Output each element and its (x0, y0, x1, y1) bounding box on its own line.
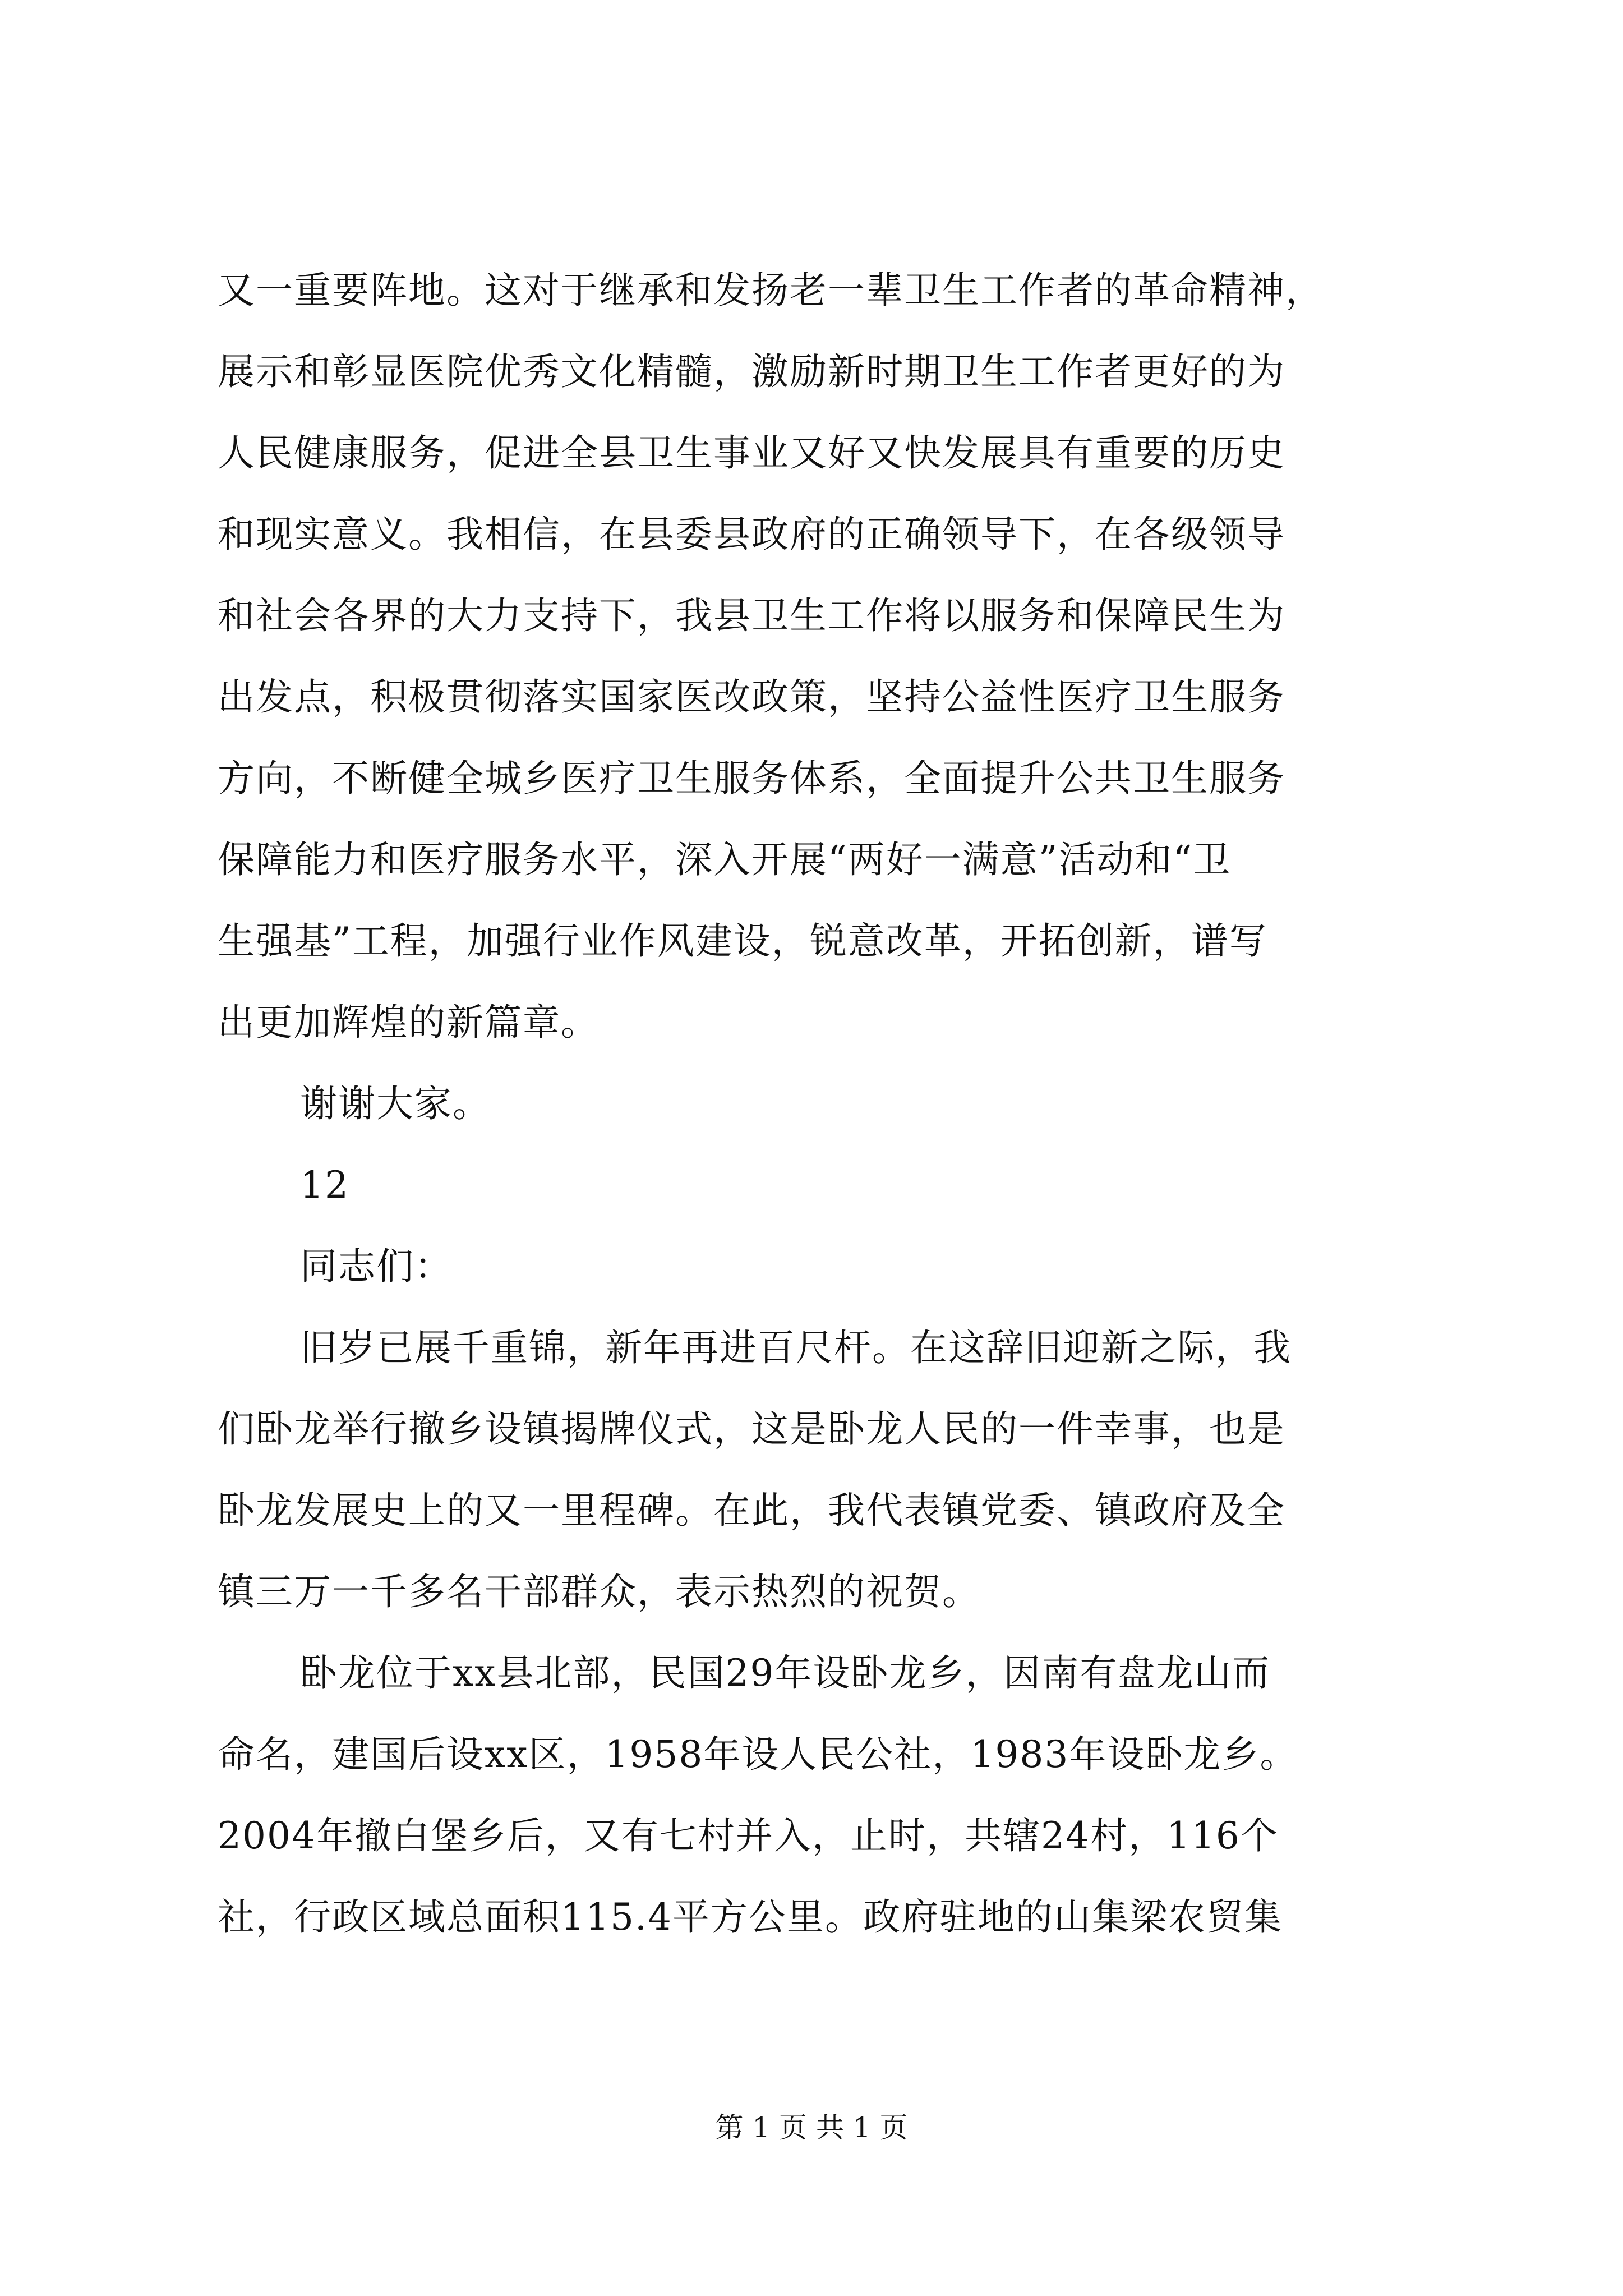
text-line: 们卧龙举行撤乡设镇揭牌仪式，这是卧龙人民的一件幸事，也是 (218, 1407, 1285, 1451)
text-line: 人民健康服务，促进全县卫生事业又好又快发展具有重要的历史 (218, 431, 1285, 475)
text-line: 旧岁已展千重锦，新年再进百尺杆。在这辞旧迎新之际，我 (300, 1326, 1292, 1369)
page-number: 第 1 页 共 1 页 (715, 2111, 908, 2144)
text-line: 和现实意义。我相信，在县委县政府的正确领导下，在各级领导 (218, 513, 1285, 556)
page-footer (0, 2108, 1623, 2147)
text-line: 镇三万一千多名干部群众，表示热烈的祝贺。 (218, 1570, 980, 1613)
text-line: 社，行政区域总面积115.4平方公里。政府驻地的山集梁农贸集 (218, 1895, 1283, 1939)
text-line: 和社会各界的大力支持下，我县卫生工作将以服务和保障民生为 (218, 594, 1285, 637)
text-line: 卧龙发展史上的又一里程碑。在此，我代表镇党委、镇政府及全 (218, 1489, 1285, 1532)
text-line: 命名，建国后设xx区，1958年设人民公社，1983年设卧龙乡。 (218, 1733, 1298, 1776)
text-line: 展示和彰显医院优秀文化精髓，激励新时期卫生工作者更好的为 (218, 350, 1285, 393)
text-line: 出发点，积极贯彻落实国家医改政策，坚持公益性医疗卫生服务 (218, 675, 1285, 719)
text-line: 12 (300, 1163, 349, 1207)
text-line: 同志们： (300, 1245, 453, 1288)
text-line: 出更加辉煌的新篇章。 (218, 1001, 599, 1044)
text-line: 2004年撤白堡乡后，又有七村并入，止时，共辖24村，116个 (218, 1814, 1279, 1857)
text-line: 又一重要阵地。这对于继承和发扬老一辈卫生工作者的革命精神， (218, 269, 1324, 312)
text-line: 生强基”工程，加强行业作风建设，锐意改革，开拓创新，谱写 (218, 919, 1267, 963)
text-line: 谢谢大家。 (300, 1082, 491, 1125)
body-text (218, 250, 1418, 1958)
text-line: 方向，不断健全城乡医疗卫生服务体系，全面提升公共卫生服务 (218, 757, 1285, 800)
text-line: 保障能力和医疗服务水平，深入开展“两好一满意”活动和“卫 (218, 838, 1232, 881)
text-line: 卧龙位于xx县北部，民国29年设卧龙乡，因南有盘龙山而 (300, 1651, 1271, 1695)
